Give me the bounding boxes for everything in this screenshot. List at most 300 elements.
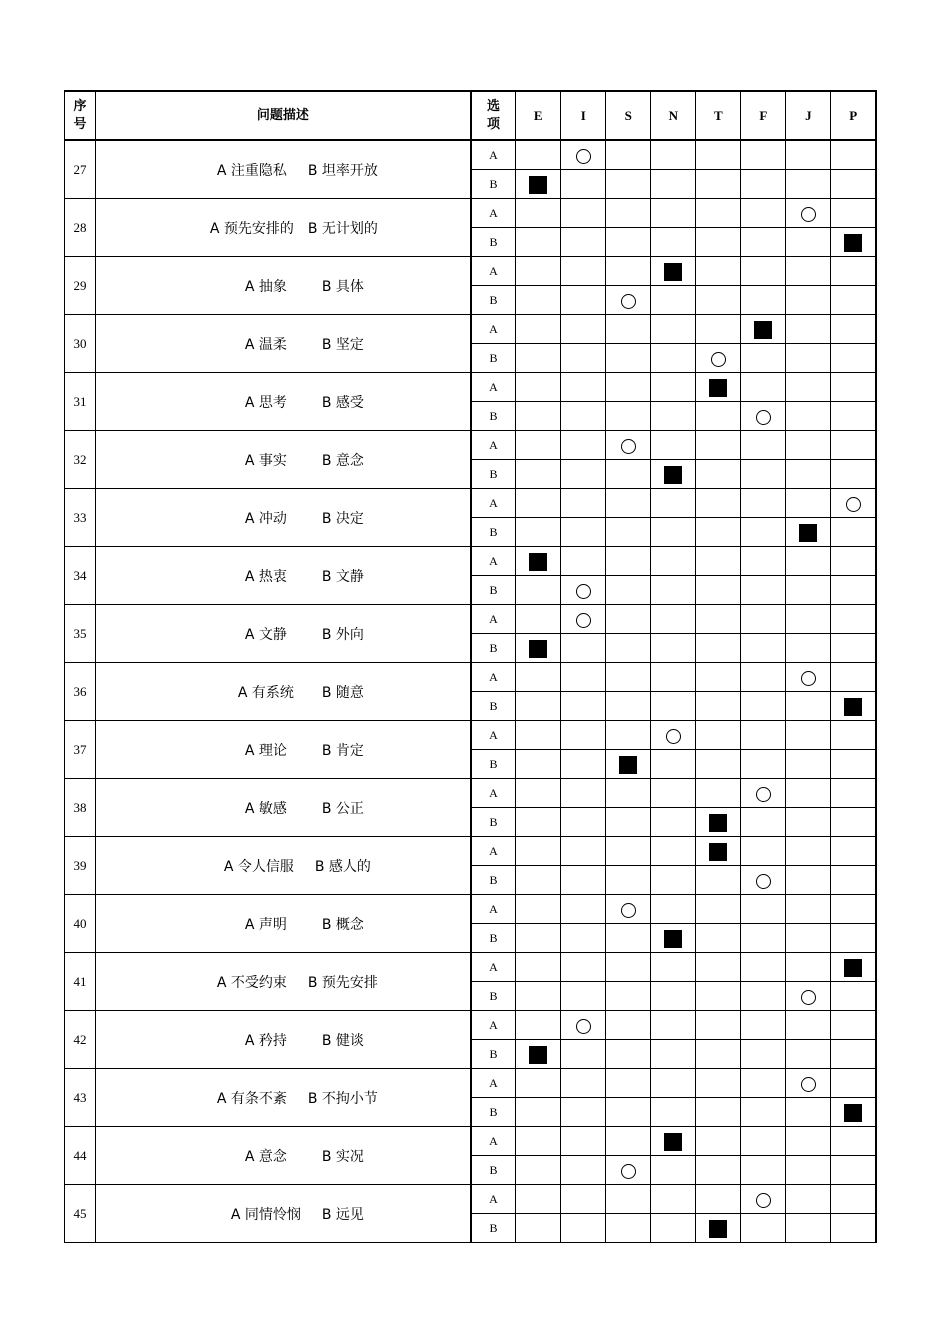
score-cell-e[interactable] — [516, 373, 561, 402]
score-cell-e[interactable] — [516, 808, 561, 837]
score-cell-e[interactable] — [516, 1185, 561, 1214]
score-cell-n[interactable] — [651, 1127, 696, 1156]
score-cell-f[interactable] — [741, 170, 786, 199]
score-cell-i[interactable] — [561, 634, 606, 663]
score-cell-e[interactable] — [516, 170, 561, 199]
score-cell-i[interactable] — [561, 895, 606, 924]
score-cell-s[interactable] — [606, 1069, 651, 1098]
score-cell-e[interactable] — [516, 286, 561, 315]
score-cell-i[interactable] — [561, 373, 606, 402]
score-cell-i[interactable] — [561, 1098, 606, 1127]
score-cell-t[interactable] — [696, 605, 741, 634]
score-cell-f[interactable] — [741, 373, 786, 402]
score-cell-j[interactable] — [786, 1156, 831, 1185]
score-cell-i[interactable] — [561, 431, 606, 460]
score-cell-n[interactable] — [651, 1069, 696, 1098]
score-cell-i[interactable] — [561, 953, 606, 982]
score-cell-j[interactable] — [786, 576, 831, 605]
score-cell-j[interactable] — [786, 1185, 831, 1214]
score-cell-p[interactable] — [831, 228, 876, 257]
score-cell-i[interactable] — [561, 1127, 606, 1156]
score-cell-t[interactable] — [696, 257, 741, 286]
score-cell-j[interactable] — [786, 373, 831, 402]
score-cell-j[interactable] — [786, 605, 831, 634]
score-cell-n[interactable] — [651, 315, 696, 344]
score-cell-p[interactable] — [831, 837, 876, 866]
score-cell-i[interactable] — [561, 721, 606, 750]
score-cell-s[interactable] — [606, 170, 651, 199]
score-cell-j[interactable] — [786, 837, 831, 866]
score-cell-n[interactable] — [651, 286, 696, 315]
score-cell-f[interactable] — [741, 1214, 786, 1243]
score-cell-p[interactable] — [831, 692, 876, 721]
score-cell-s[interactable] — [606, 257, 651, 286]
score-cell-f[interactable] — [741, 1185, 786, 1214]
score-cell-f[interactable] — [741, 286, 786, 315]
score-cell-f[interactable] — [741, 344, 786, 373]
score-cell-i[interactable] — [561, 924, 606, 953]
score-cell-n[interactable] — [651, 895, 696, 924]
score-cell-p[interactable] — [831, 750, 876, 779]
score-cell-e[interactable] — [516, 257, 561, 286]
score-cell-s[interactable] — [606, 140, 651, 170]
score-cell-p[interactable] — [831, 634, 876, 663]
score-cell-e[interactable] — [516, 518, 561, 547]
score-cell-f[interactable] — [741, 1156, 786, 1185]
score-cell-p[interactable] — [831, 402, 876, 431]
score-cell-p[interactable] — [831, 199, 876, 228]
score-cell-f[interactable] — [741, 257, 786, 286]
score-cell-n[interactable] — [651, 518, 696, 547]
score-cell-n[interactable] — [651, 779, 696, 808]
score-cell-s[interactable] — [606, 1098, 651, 1127]
score-cell-e[interactable] — [516, 663, 561, 692]
score-cell-p[interactable] — [831, 1040, 876, 1069]
score-cell-t[interactable] — [696, 228, 741, 257]
score-cell-i[interactable] — [561, 228, 606, 257]
score-cell-p[interactable] — [831, 924, 876, 953]
score-cell-j[interactable] — [786, 1069, 831, 1098]
score-cell-s[interactable] — [606, 1011, 651, 1040]
score-cell-n[interactable] — [651, 402, 696, 431]
score-cell-n[interactable] — [651, 576, 696, 605]
score-cell-t[interactable] — [696, 924, 741, 953]
score-cell-s[interactable] — [606, 344, 651, 373]
score-cell-n[interactable] — [651, 140, 696, 170]
score-cell-s[interactable] — [606, 431, 651, 460]
score-cell-f[interactable] — [741, 924, 786, 953]
score-cell-p[interactable] — [831, 605, 876, 634]
score-cell-j[interactable] — [786, 982, 831, 1011]
score-cell-n[interactable] — [651, 228, 696, 257]
score-cell-t[interactable] — [696, 953, 741, 982]
score-cell-e[interactable] — [516, 431, 561, 460]
score-cell-i[interactable] — [561, 779, 606, 808]
score-cell-n[interactable] — [651, 373, 696, 402]
score-cell-n[interactable] — [651, 953, 696, 982]
score-cell-n[interactable] — [651, 808, 696, 837]
score-cell-j[interactable] — [786, 750, 831, 779]
score-cell-e[interactable] — [516, 1069, 561, 1098]
score-cell-f[interactable] — [741, 402, 786, 431]
score-cell-t[interactable] — [696, 663, 741, 692]
score-cell-i[interactable] — [561, 402, 606, 431]
score-cell-f[interactable] — [741, 1011, 786, 1040]
score-cell-j[interactable] — [786, 895, 831, 924]
score-cell-s[interactable] — [606, 1185, 651, 1214]
score-cell-p[interactable] — [831, 663, 876, 692]
score-cell-p[interactable] — [831, 895, 876, 924]
score-cell-e[interactable] — [516, 837, 561, 866]
score-cell-t[interactable] — [696, 1214, 741, 1243]
score-cell-n[interactable] — [651, 605, 696, 634]
score-cell-p[interactable] — [831, 460, 876, 489]
score-cell-n[interactable] — [651, 924, 696, 953]
score-cell-j[interactable] — [786, 431, 831, 460]
score-cell-f[interactable] — [741, 1098, 786, 1127]
score-cell-j[interactable] — [786, 460, 831, 489]
score-cell-p[interactable] — [831, 1011, 876, 1040]
score-cell-i[interactable] — [561, 982, 606, 1011]
score-cell-j[interactable] — [786, 170, 831, 199]
score-cell-s[interactable] — [606, 518, 651, 547]
score-cell-i[interactable] — [561, 344, 606, 373]
score-cell-s[interactable] — [606, 924, 651, 953]
score-cell-j[interactable] — [786, 199, 831, 228]
score-cell-f[interactable] — [741, 837, 786, 866]
score-cell-t[interactable] — [696, 286, 741, 315]
score-cell-n[interactable] — [651, 866, 696, 895]
score-cell-s[interactable] — [606, 1156, 651, 1185]
score-cell-f[interactable] — [741, 315, 786, 344]
score-cell-e[interactable] — [516, 982, 561, 1011]
score-cell-p[interactable] — [831, 489, 876, 518]
score-cell-j[interactable] — [786, 779, 831, 808]
score-cell-i[interactable] — [561, 1011, 606, 1040]
score-cell-s[interactable] — [606, 286, 651, 315]
score-cell-e[interactable] — [516, 779, 561, 808]
score-cell-i[interactable] — [561, 808, 606, 837]
score-cell-p[interactable] — [831, 982, 876, 1011]
score-cell-f[interactable] — [741, 721, 786, 750]
score-cell-f[interactable] — [741, 199, 786, 228]
score-cell-e[interactable] — [516, 228, 561, 257]
score-cell-n[interactable] — [651, 634, 696, 663]
score-cell-j[interactable] — [786, 1098, 831, 1127]
score-cell-t[interactable] — [696, 1040, 741, 1069]
score-cell-n[interactable] — [651, 344, 696, 373]
score-cell-n[interactable] — [651, 721, 696, 750]
score-cell-s[interactable] — [606, 721, 651, 750]
score-cell-s[interactable] — [606, 808, 651, 837]
score-cell-n[interactable] — [651, 982, 696, 1011]
score-cell-t[interactable] — [696, 1185, 741, 1214]
score-cell-s[interactable] — [606, 837, 651, 866]
score-cell-e[interactable] — [516, 634, 561, 663]
score-cell-e[interactable] — [516, 1040, 561, 1069]
score-cell-f[interactable] — [741, 953, 786, 982]
score-cell-e[interactable] — [516, 605, 561, 634]
score-cell-j[interactable] — [786, 228, 831, 257]
score-cell-e[interactable] — [516, 866, 561, 895]
score-cell-e[interactable] — [516, 750, 561, 779]
score-cell-p[interactable] — [831, 1127, 876, 1156]
score-cell-t[interactable] — [696, 344, 741, 373]
score-cell-t[interactable] — [696, 489, 741, 518]
score-cell-p[interactable] — [831, 1214, 876, 1243]
score-cell-j[interactable] — [786, 1214, 831, 1243]
score-cell-n[interactable] — [651, 460, 696, 489]
score-cell-n[interactable] — [651, 257, 696, 286]
score-cell-s[interactable] — [606, 779, 651, 808]
score-cell-s[interactable] — [606, 460, 651, 489]
score-cell-f[interactable] — [741, 1069, 786, 1098]
score-cell-j[interactable] — [786, 518, 831, 547]
score-cell-s[interactable] — [606, 576, 651, 605]
score-cell-i[interactable] — [561, 605, 606, 634]
score-cell-i[interactable] — [561, 257, 606, 286]
score-cell-e[interactable] — [516, 547, 561, 576]
score-cell-n[interactable] — [651, 663, 696, 692]
score-cell-j[interactable] — [786, 808, 831, 837]
score-cell-e[interactable] — [516, 692, 561, 721]
score-cell-f[interactable] — [741, 634, 786, 663]
score-cell-p[interactable] — [831, 315, 876, 344]
score-cell-e[interactable] — [516, 315, 561, 344]
score-cell-i[interactable] — [561, 1069, 606, 1098]
score-cell-s[interactable] — [606, 373, 651, 402]
score-cell-j[interactable] — [786, 344, 831, 373]
score-cell-p[interactable] — [831, 779, 876, 808]
score-cell-f[interactable] — [741, 140, 786, 170]
score-cell-i[interactable] — [561, 140, 606, 170]
score-cell-p[interactable] — [831, 1156, 876, 1185]
score-cell-i[interactable] — [561, 1040, 606, 1069]
score-cell-p[interactable] — [831, 721, 876, 750]
score-cell-j[interactable] — [786, 402, 831, 431]
score-cell-t[interactable] — [696, 750, 741, 779]
score-cell-f[interactable] — [741, 808, 786, 837]
score-cell-p[interactable] — [831, 547, 876, 576]
score-cell-s[interactable] — [606, 895, 651, 924]
score-cell-s[interactable] — [606, 982, 651, 1011]
score-cell-t[interactable] — [696, 1011, 741, 1040]
score-cell-e[interactable] — [516, 460, 561, 489]
score-cell-t[interactable] — [696, 779, 741, 808]
score-cell-t[interactable] — [696, 576, 741, 605]
score-cell-e[interactable] — [516, 140, 561, 170]
score-cell-i[interactable] — [561, 837, 606, 866]
score-cell-n[interactable] — [651, 1185, 696, 1214]
score-cell-t[interactable] — [696, 1127, 741, 1156]
score-cell-e[interactable] — [516, 489, 561, 518]
score-cell-e[interactable] — [516, 344, 561, 373]
score-cell-f[interactable] — [741, 576, 786, 605]
score-cell-t[interactable] — [696, 808, 741, 837]
score-cell-j[interactable] — [786, 663, 831, 692]
score-cell-f[interactable] — [741, 460, 786, 489]
score-cell-p[interactable] — [831, 1069, 876, 1098]
score-cell-f[interactable] — [741, 228, 786, 257]
score-cell-i[interactable] — [561, 199, 606, 228]
score-cell-j[interactable] — [786, 257, 831, 286]
score-cell-t[interactable] — [696, 982, 741, 1011]
score-cell-f[interactable] — [741, 663, 786, 692]
score-cell-j[interactable] — [786, 634, 831, 663]
score-cell-s[interactable] — [606, 199, 651, 228]
score-cell-n[interactable] — [651, 750, 696, 779]
score-cell-e[interactable] — [516, 1098, 561, 1127]
score-cell-t[interactable] — [696, 895, 741, 924]
score-cell-i[interactable] — [561, 518, 606, 547]
score-cell-j[interactable] — [786, 140, 831, 170]
score-cell-p[interactable] — [831, 808, 876, 837]
score-cell-p[interactable] — [831, 344, 876, 373]
score-cell-j[interactable] — [786, 924, 831, 953]
score-cell-e[interactable] — [516, 721, 561, 750]
score-cell-e[interactable] — [516, 1011, 561, 1040]
score-cell-e[interactable] — [516, 576, 561, 605]
score-cell-t[interactable] — [696, 518, 741, 547]
score-cell-s[interactable] — [606, 315, 651, 344]
score-cell-j[interactable] — [786, 721, 831, 750]
score-cell-n[interactable] — [651, 1040, 696, 1069]
score-cell-p[interactable] — [831, 257, 876, 286]
score-cell-i[interactable] — [561, 866, 606, 895]
score-cell-s[interactable] — [606, 750, 651, 779]
score-cell-n[interactable] — [651, 547, 696, 576]
score-cell-p[interactable] — [831, 576, 876, 605]
score-cell-s[interactable] — [606, 547, 651, 576]
score-cell-t[interactable] — [696, 837, 741, 866]
score-cell-s[interactable] — [606, 634, 651, 663]
score-cell-p[interactable] — [831, 140, 876, 170]
score-cell-i[interactable] — [561, 170, 606, 199]
score-cell-i[interactable] — [561, 750, 606, 779]
score-cell-t[interactable] — [696, 140, 741, 170]
score-cell-p[interactable] — [831, 1098, 876, 1127]
score-cell-n[interactable] — [651, 489, 696, 518]
score-cell-j[interactable] — [786, 286, 831, 315]
score-cell-f[interactable] — [741, 982, 786, 1011]
score-cell-f[interactable] — [741, 489, 786, 518]
score-cell-p[interactable] — [831, 1185, 876, 1214]
score-cell-f[interactable] — [741, 605, 786, 634]
score-cell-p[interactable] — [831, 373, 876, 402]
score-cell-j[interactable] — [786, 1011, 831, 1040]
score-cell-i[interactable] — [561, 315, 606, 344]
score-cell-t[interactable] — [696, 547, 741, 576]
score-cell-s[interactable] — [606, 1127, 651, 1156]
score-cell-f[interactable] — [741, 779, 786, 808]
score-cell-n[interactable] — [651, 837, 696, 866]
score-cell-i[interactable] — [561, 663, 606, 692]
score-cell-t[interactable] — [696, 866, 741, 895]
score-cell-t[interactable] — [696, 431, 741, 460]
score-cell-f[interactable] — [741, 547, 786, 576]
score-cell-f[interactable] — [741, 866, 786, 895]
score-cell-p[interactable] — [831, 953, 876, 982]
score-cell-f[interactable] — [741, 431, 786, 460]
score-cell-j[interactable] — [786, 489, 831, 518]
score-cell-i[interactable] — [561, 1185, 606, 1214]
score-cell-j[interactable] — [786, 547, 831, 576]
score-cell-f[interactable] — [741, 1127, 786, 1156]
score-cell-f[interactable] — [741, 518, 786, 547]
score-cell-s[interactable] — [606, 402, 651, 431]
score-cell-i[interactable] — [561, 576, 606, 605]
score-cell-i[interactable] — [561, 286, 606, 315]
score-cell-e[interactable] — [516, 924, 561, 953]
score-cell-f[interactable] — [741, 750, 786, 779]
score-cell-e[interactable] — [516, 402, 561, 431]
score-cell-j[interactable] — [786, 1127, 831, 1156]
score-cell-e[interactable] — [516, 1214, 561, 1243]
score-cell-f[interactable] — [741, 895, 786, 924]
score-cell-s[interactable] — [606, 953, 651, 982]
score-cell-e[interactable] — [516, 199, 561, 228]
score-cell-t[interactable] — [696, 721, 741, 750]
score-cell-i[interactable] — [561, 489, 606, 518]
score-cell-i[interactable] — [561, 1214, 606, 1243]
score-cell-t[interactable] — [696, 1098, 741, 1127]
score-cell-j[interactable] — [786, 953, 831, 982]
score-cell-f[interactable] — [741, 1040, 786, 1069]
score-cell-n[interactable] — [651, 1011, 696, 1040]
score-cell-p[interactable] — [831, 286, 876, 315]
score-cell-s[interactable] — [606, 228, 651, 257]
score-cell-n[interactable] — [651, 692, 696, 721]
score-cell-e[interactable] — [516, 953, 561, 982]
score-cell-s[interactable] — [606, 1040, 651, 1069]
score-cell-t[interactable] — [696, 315, 741, 344]
score-cell-t[interactable] — [696, 692, 741, 721]
score-cell-s[interactable] — [606, 692, 651, 721]
score-cell-e[interactable] — [516, 895, 561, 924]
score-cell-e[interactable] — [516, 1156, 561, 1185]
score-cell-j[interactable] — [786, 315, 831, 344]
score-cell-n[interactable] — [651, 1214, 696, 1243]
score-cell-s[interactable] — [606, 1214, 651, 1243]
score-cell-t[interactable] — [696, 402, 741, 431]
score-cell-i[interactable] — [561, 1156, 606, 1185]
score-cell-t[interactable] — [696, 1156, 741, 1185]
score-cell-s[interactable] — [606, 663, 651, 692]
score-cell-n[interactable] — [651, 199, 696, 228]
score-cell-t[interactable] — [696, 170, 741, 199]
score-cell-j[interactable] — [786, 1040, 831, 1069]
score-cell-p[interactable] — [831, 866, 876, 895]
score-cell-s[interactable] — [606, 605, 651, 634]
score-cell-s[interactable] — [606, 489, 651, 518]
score-cell-j[interactable] — [786, 692, 831, 721]
score-cell-i[interactable] — [561, 692, 606, 721]
score-cell-n[interactable] — [651, 1156, 696, 1185]
score-cell-n[interactable] — [651, 431, 696, 460]
score-cell-j[interactable] — [786, 866, 831, 895]
score-cell-i[interactable] — [561, 547, 606, 576]
score-cell-t[interactable] — [696, 634, 741, 663]
score-cell-t[interactable] — [696, 373, 741, 402]
score-cell-e[interactable] — [516, 1127, 561, 1156]
score-cell-t[interactable] — [696, 199, 741, 228]
score-cell-n[interactable] — [651, 170, 696, 199]
score-cell-p[interactable] — [831, 170, 876, 199]
score-cell-t[interactable] — [696, 460, 741, 489]
score-cell-s[interactable] — [606, 866, 651, 895]
score-cell-i[interactable] — [561, 460, 606, 489]
score-cell-p[interactable] — [831, 431, 876, 460]
